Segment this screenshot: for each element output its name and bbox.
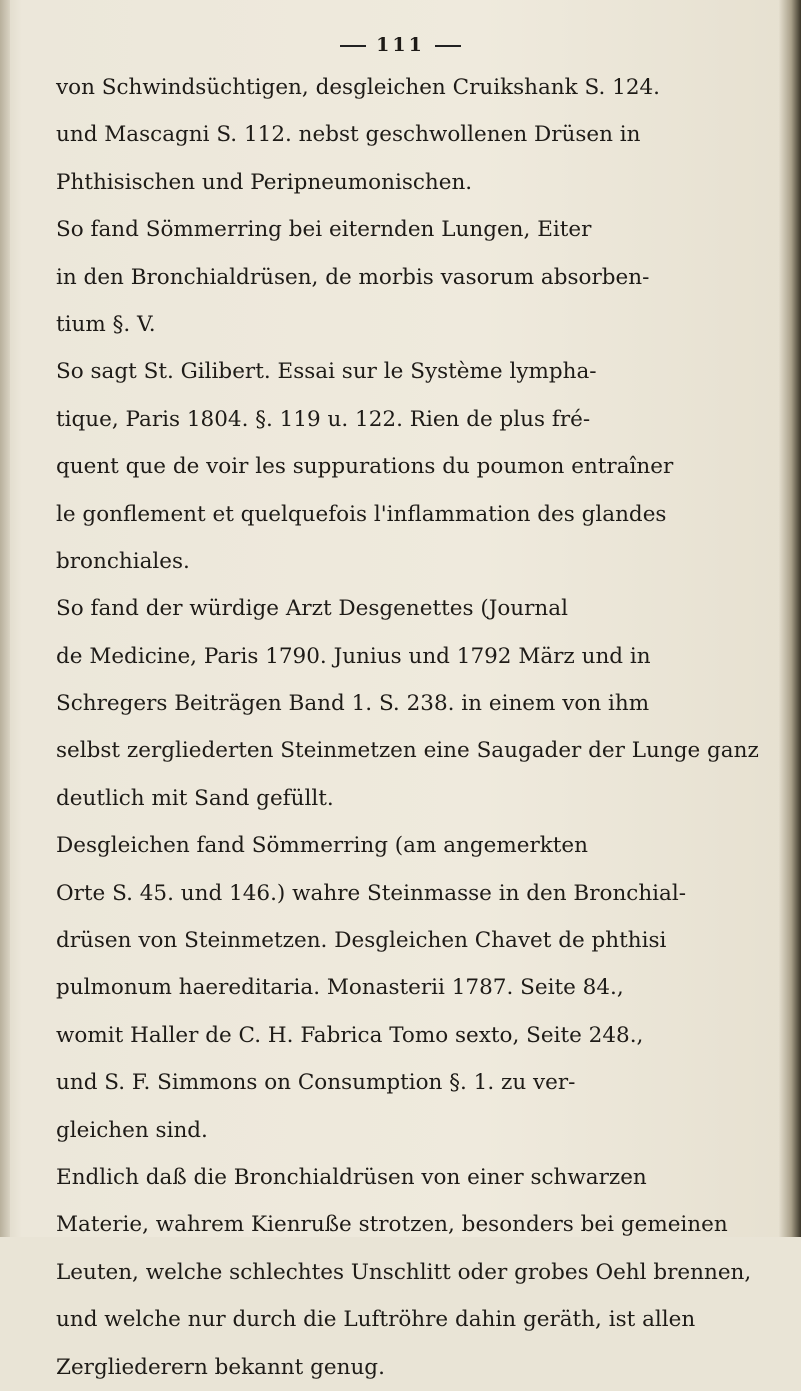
text-line: Materie, wahrem Kienruße strotzen, besonders bei gemeinen (56, 1212, 728, 1238)
text-line: womit Haller de C. H. Fabrica Tomo sexto, Seite 248., (56, 1022, 644, 1048)
text-line: So fand der würdige Arzt Desgenettes (Journal (56, 596, 568, 622)
page-right-edge (779, 0, 801, 1237)
text-line: tique, Paris 1804. §. 119 u. 122. Rien de plus fré- (56, 406, 591, 432)
header-dash-left (340, 45, 366, 47)
text-line: Orte S. 45. und 146.) wahre Steinmasse in den Bronchial- (56, 880, 687, 906)
text-line: Leuten, welche schlechtes Unschlitt oder grobes Oehl brennen, (56, 1259, 752, 1285)
text-line: selbst zergliederten Steinmetzen eine Saugader der Lunge ganz (56, 738, 759, 764)
text-line: So sagt St. Gilibert. Essai sur le Système lympha- (56, 359, 597, 385)
text-line: und S. F. Simmons on Consumption §. 1. zu ver- (56, 1070, 576, 1096)
text-line: in den Bronchialdrüsen, de morbis vasorum absorben- (56, 264, 650, 290)
text-line: Endlich daß die Bronchialdrüsen von einer schwarzen (56, 1164, 647, 1190)
text-line: drüsen von Steinmetzen. Desgleichen Chavet de phthisi (56, 928, 667, 954)
text-line: Desgleichen fand Sömmerring (am angemerkten (56, 833, 588, 859)
page-header (0, 34, 801, 56)
body-text (56, 64, 768, 1380)
text-line: Phthisischen und Peripneumonischen. (56, 169, 473, 195)
text-line: deutlich mit Sand gefüllt. (56, 785, 334, 811)
text-line: tium §. V. (56, 311, 156, 337)
text-line: de Medicine, Paris 1790. Junius und 1792 März und in (56, 643, 651, 669)
text-line: und welche nur durch die Luftröhre dahin geräth, ist allen (56, 1307, 696, 1333)
text-line: le gonflement et quelquefois l'inflammation des glandes (56, 501, 667, 527)
text-line: gleichen sind. (56, 1117, 208, 1143)
page-number: 111 (376, 34, 425, 56)
text-line: und Mascagni S. 112. nebst geschwollenen Drüsen in (56, 122, 641, 148)
text-line: Schregers Beiträgen Band 1. S. 238. in einem von ihm (56, 691, 650, 717)
text-line: pulmonum haereditaria. Monasterii 1787. Seite 84., (56, 975, 624, 1001)
text-line: Zergliederern bekannt genug. (56, 1354, 385, 1380)
text-line: von Schwindsüchtigen, desgleichen Cruikshank S. 124. (56, 75, 661, 100)
text-line: bronchiales. (56, 548, 190, 574)
page-left-edge (0, 0, 10, 1237)
text-line: So fand Sömmerring bei eiternden Lungen, Eiter (56, 217, 592, 243)
header-dash-right (435, 45, 461, 47)
text-line: quent que de voir les suppurations du poumon entraîner (56, 454, 674, 480)
